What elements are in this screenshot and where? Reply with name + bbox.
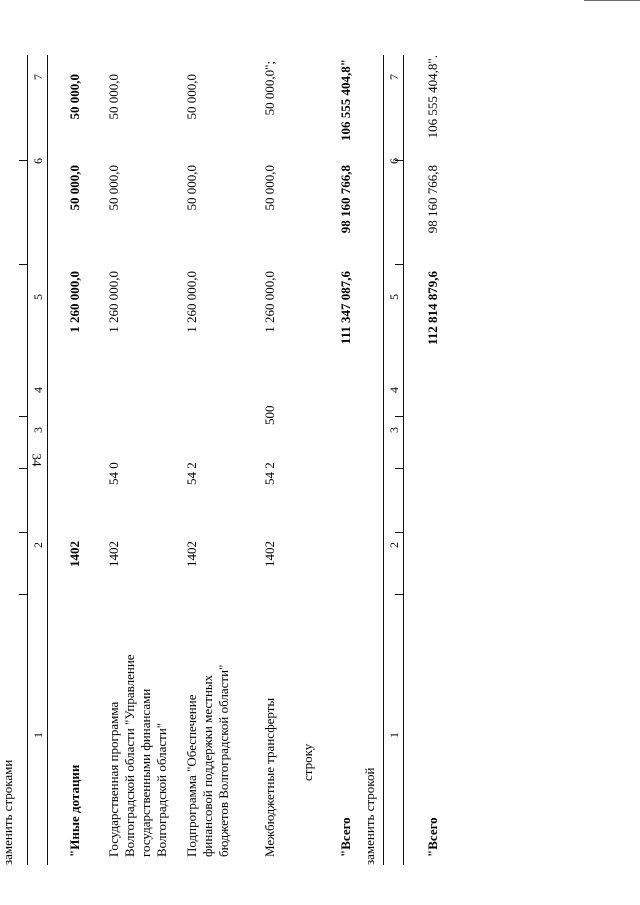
table1-col-divider (19, 594, 27, 595)
row-name-line: Волгоградской области" (154, 722, 169, 857)
table2-col-header-6: 6 (387, 158, 401, 164)
table1-col-header-1: 1 (31, 732, 45, 738)
row-name-line: бюджетов Волгоградской области" (216, 664, 231, 857)
row-word-label: строку (300, 743, 315, 781)
row-value-c7: 50 000,0 (67, 74, 82, 120)
table1-col-header-4: 4 (31, 387, 45, 393)
table2-top-border (383, 55, 384, 865)
table2-col-header-5: 5 (387, 294, 401, 300)
table2-col-divider (395, 264, 403, 265)
row-code-c3: 54 2 (184, 462, 199, 485)
table1-col-divider (19, 160, 27, 161)
total-old-c7: 106 555 404,8" (338, 59, 353, 141)
row-code-c4: 500 (262, 405, 277, 425)
row-name-line: Волгоградской области "Управление (122, 654, 137, 857)
row-name-line: Подпрограмма "Обеспечение (184, 694, 199, 857)
row-name-line: "Иные дотации (67, 764, 82, 857)
table1-col-header-3: 3 (31, 427, 45, 433)
replace-with-row-instruction: заменить строкой (362, 767, 377, 865)
row-name-line: государственными финансами (138, 688, 153, 857)
total-new-c5: 112 814 879,6 (425, 271, 440, 346)
row-code-c2: 1402 (184, 541, 199, 567)
replace-rows-instruction: заменить строками (0, 759, 15, 865)
row-name-line: финансовой поддержки местных (200, 674, 215, 857)
row-value-c5: 1 260 000,0 (184, 271, 199, 333)
row-code-c2: 1402 (67, 541, 82, 567)
row-value-c6: 50 000,0 (67, 165, 82, 211)
table1-col-divider (19, 468, 27, 469)
page-number: 34 (29, 453, 45, 467)
table2-col-header-7: 7 (387, 74, 401, 80)
table1-col-header-7: 7 (31, 74, 45, 80)
row-value-c5: 1 260 000,0 (262, 271, 277, 333)
table1-col-header-6: 6 (31, 158, 45, 164)
table1-col-divider (19, 416, 27, 417)
row-code-c3: 54 0 (106, 462, 121, 485)
row-code-c2: 1402 (106, 541, 121, 567)
row-value-c7: 50 000,0 (106, 74, 121, 120)
table2-col-header-1: 1 (387, 732, 401, 738)
table2-col-header-3: 3 (387, 427, 401, 433)
table1-top-border (27, 55, 28, 865)
total-old-c6: 98 160 766,8 (338, 165, 353, 234)
row-value-c7: 50 000,0 (184, 74, 199, 120)
row-code-c2: 1402 (262, 541, 277, 567)
table1-col-header-2: 2 (31, 542, 45, 548)
table2-col-header-2: 2 (387, 542, 401, 548)
table1-header-border (47, 55, 48, 865)
table1-col-header-5: 5 (31, 294, 45, 300)
total-new-c6: 98 160 766,8 (425, 165, 440, 234)
row-name-line: Межбюджетные трансферты (262, 697, 277, 857)
row-value-c6: 50 000,0 (106, 165, 121, 211)
total-new-label: "Всего (425, 817, 440, 857)
table2-col-divider (395, 594, 403, 595)
table2-col-divider (395, 468, 403, 469)
row-name-line: Государственная программа (106, 701, 121, 857)
row-value-c5: 1 260 000,0 (67, 271, 82, 333)
total-new-c7: 106 555 404,8". (425, 55, 440, 139)
table1-col-divider (19, 532, 27, 533)
total-old-c5: 111 347 087,6 (338, 271, 353, 345)
row-value-c7: 50 000,0"; (262, 61, 277, 116)
total-old-label: "Всего (338, 817, 353, 857)
row-code-c3: 54 2 (262, 462, 277, 485)
table1-col-divider (19, 264, 27, 265)
table2-col-header-4: 4 (387, 387, 401, 393)
row-value-c5: 1 260 000,0 (106, 271, 121, 333)
table2-header-border (403, 55, 404, 865)
row-value-c6: 50 000,0 (262, 165, 277, 211)
row-value-c6: 50 000,0 (184, 165, 199, 211)
